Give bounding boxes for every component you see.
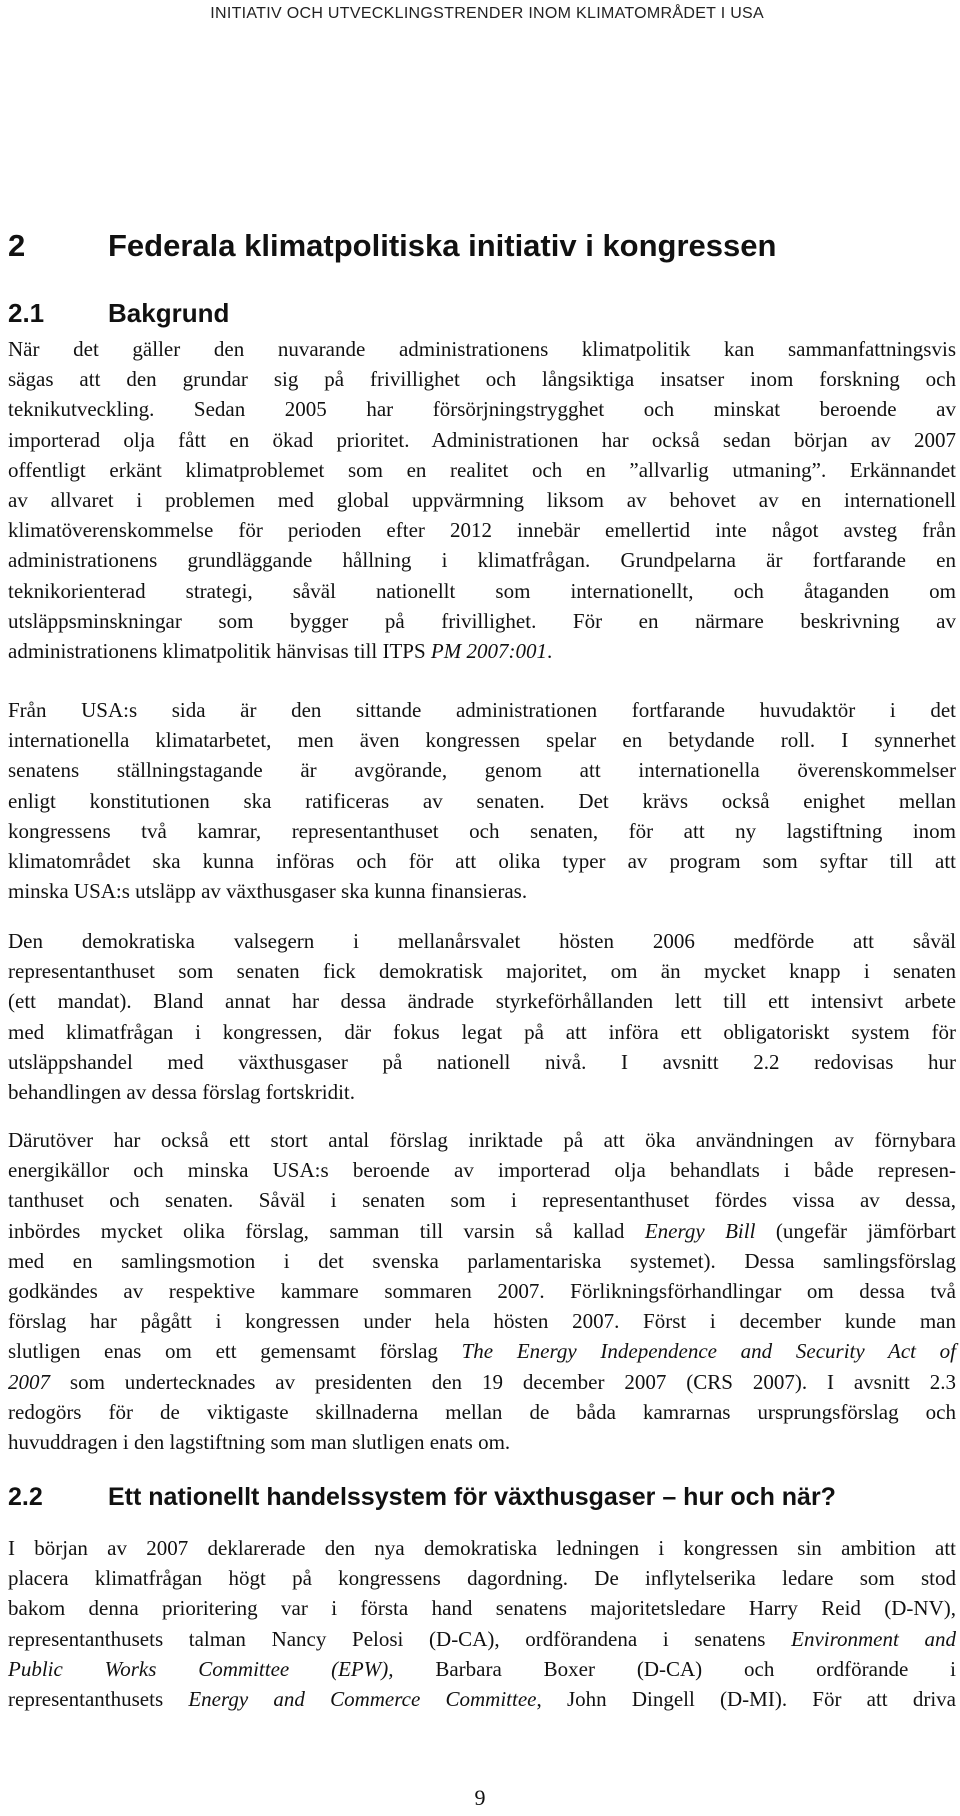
text-line: administrationens grundläggande hållning i klimatfrågan. Grundpelarna är fortfarande en [8, 548, 956, 573]
section-title: Bakgrund [108, 298, 230, 328]
text-line: representanthuset som senaten fick demokratisk majoritet, om än mycket knapp i senaten [8, 959, 956, 984]
text-line: bakom denna prioritering var i första hand senatens majoritetsledare Harry Reid (D-NV), [8, 1596, 956, 1621]
text-line: tanthuset och senaten. Såväl i senaten som i representanthuset fördes vissa av dessa, [8, 1188, 956, 1213]
text-line: Den demokratiska valsegern i mellanårsvalet hösten 2006 medförde att såväl [8, 929, 956, 953]
paragraph-5 [8, 1533, 956, 1714]
text-line: sägas att den grundar sig på frivillighet och långsiktiga insatser inom forskning och [8, 367, 956, 392]
text-line: teknikutveckling. Sedan 2005 har försörjningstrygghet och minskat beroende av [8, 397, 956, 422]
text-line [8, 1684, 956, 1714]
text-line [8, 636, 956, 666]
text-run: som undertecknades av presidenten den 19 december 2007 (CRS 2007). I avsnitt 2.3 [69, 1369, 956, 1394]
text-line: importerad olja fått en ökad prioritet. Administrationen har också sedan början av 2007 [8, 427, 956, 452]
text-line [8, 1216, 956, 1246]
text-line: kongressens två kamrar, representanthuset och senaten, för att ny lagstiftning inom [8, 818, 956, 843]
text-line: Från USA:s sida är den sittande administrationen fortfarande huvudaktör i det [8, 698, 956, 722]
text-line: med en samlingsmotion i det svenska parlamentariska systemet). Dessa samlingsförslag [8, 1248, 956, 1273]
paragraph-2 [8, 695, 956, 906]
text-run: representanthusets talman Nancy Pelosi (D-CA), ordförandena i senatens [8, 1626, 766, 1651]
text-line: Därutöver har också ett stort antal förslag inriktade på att öka användningen av förnybara [8, 1128, 956, 1152]
chapter-title: Federala klimatpolitiska initiativ i kongressen [108, 228, 777, 263]
paragraph-4 [8, 1125, 956, 1457]
running-header: INITIATIV OCH UTVECKLINGSTRENDER INOM KLIMATOMRÅDET I USA [210, 5, 764, 22]
text-line: behandlingen av dessa förslag fortskridit. [8, 1079, 355, 1104]
text-line: internationella klimatarbetet, men även kongressen spelar en betydande roll. I synnerhet [8, 728, 956, 753]
epw-committee-name-cont: Public Works Committee (EPW), [8, 1656, 394, 1681]
text-line: godkändes av respektive kammare sommaren 2007. Förlikningsförhandlingar om dessa två [8, 1278, 956, 1303]
paragraph-1 [8, 334, 956, 666]
text-run: Barbara Boxer (D-CA) och ordförande i [435, 1656, 956, 1681]
text-line [8, 1654, 956, 1684]
chapter-heading [8, 228, 956, 264]
text-line: förslag har pågått i kongressen under hela hösten 2007. Först i december kunde man [8, 1309, 956, 1334]
text-run: inbördes mycket olika förslag, samman till varsin så kallad [8, 1218, 625, 1243]
act-year: 2007 [8, 1369, 50, 1394]
energy-bill-term: Energy Bill [644, 1218, 756, 1243]
chapter-number: 2 [8, 228, 26, 263]
text-run: administrationens klimatpolitik hänvisas till ITPS [8, 638, 426, 663]
text-run: (ungefär jämförbart [775, 1218, 957, 1243]
text-line: klimatområdet ska kunna införas och för att olika typer av program som syftar till att [8, 848, 956, 873]
text-line: I början av 2007 deklarerade den nya demokratiska ledningen i kongressen sin ambition att [8, 1536, 956, 1560]
text-run: , John Dingell (D-MI). För att driva [536, 1686, 956, 1711]
itps-reference: PM 2007:001 [430, 638, 547, 663]
section-number: 2.1 [8, 298, 45, 328]
text-line: minska USA:s utsläpp av växthusgaser ska kunna finansieras. [8, 879, 528, 904]
text-line: placera klimatfrågan högt på kongressens dagordning. De inflytelserika ledare som stod [8, 1566, 956, 1591]
text-line: teknikorienterad strategi, såväl nationellt som internationellt, och åtaganden om [8, 578, 956, 603]
text-line: av allvaret i problemen med global uppvärmning liksom av behovet av en internationell [8, 487, 956, 512]
text-line: huvuddragen i den lagstiftning som man slutligen enats om. [8, 1429, 511, 1454]
paragraph-3 [8, 926, 956, 1107]
text-line: När det gäller den nuvarande administrationens klimatpolitik kan sammanfattningsvis [8, 337, 956, 361]
epw-committee-name: Environment and [791, 1626, 956, 1651]
text-line: med klimatfrågan i kongressen, där fokus legat på att införa ett obligatoriskt system för [8, 1019, 956, 1044]
text-line: utsläppsminskningar som bygger på frivillighet. För en närmare beskrivning av [8, 608, 956, 633]
section-title: Ett nationellt handelssystem för växthusgaser – hur och när? [108, 1483, 836, 1511]
section-number: 2.2 [8, 1483, 43, 1511]
text-line: (ett mandat). Bland annat har dessa ändrade styrkeförhållanden lett till ett intensivt arbete [8, 989, 956, 1014]
text-line: klimatöverenskommelse för perioden efter 2012 innebär emellertid inte något avsteg från [8, 518, 956, 543]
text-line [8, 1367, 956, 1397]
page-number: 9 [474, 1785, 486, 1810]
text-line [8, 1624, 956, 1654]
text-run: representanthusets [8, 1686, 164, 1711]
text-line: utsläppshandel med växthusgaser på nationell nivå. I avsnitt 2.2 redovisas hur [8, 1049, 956, 1074]
section-heading-handelssystem [8, 1483, 956, 1512]
text-line [8, 1336, 956, 1366]
text-line: offentligt erkänt klimatproblemet som en realitet och en ”allvarlig utmaning”. Erkännandet [8, 457, 956, 482]
text-line: redogörs för de viktigaste skillnaderna mellan de båda kamrarnas ursprungsförslag och [8, 1399, 956, 1424]
text-line: senatens ställningstagande är avgörande, genom att internationella överenskommelser [8, 758, 956, 783]
text-run: . [546, 638, 553, 663]
act-title: The Energy Independence and Security Act of [461, 1339, 957, 1364]
energy-committee-name: Energy and Commerce Committee [188, 1686, 537, 1711]
text-line: energikällor och minska USA:s beroende av importerad olja behandlats i både represen- [8, 1158, 956, 1183]
text-run: slutligen enas om ett gemensamt förslag [8, 1339, 438, 1364]
text-line: enligt konstitutionen ska ratificeras av senaten. Det krävs också enighet mellan [8, 788, 956, 813]
section-heading-bakgrund [8, 298, 956, 329]
